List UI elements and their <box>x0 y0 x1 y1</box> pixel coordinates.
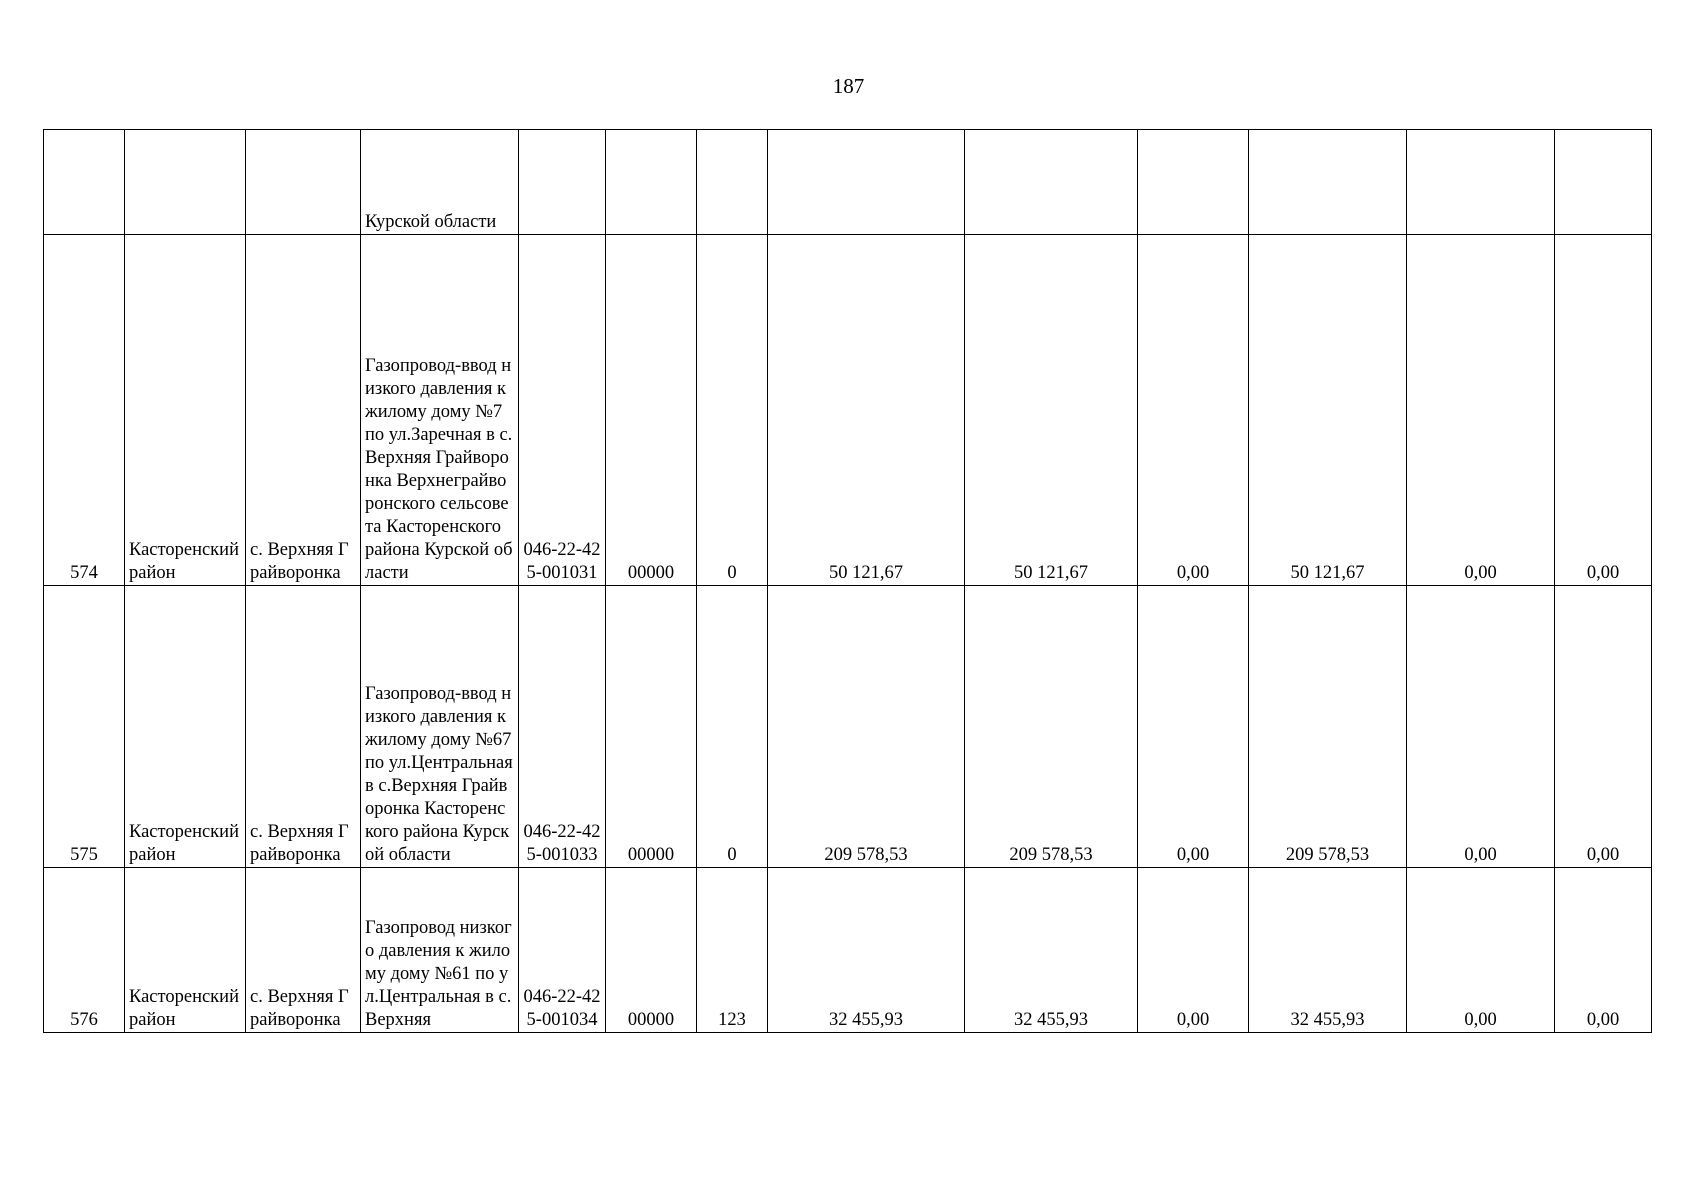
cell-value-6 <box>1555 130 1652 235</box>
cell-value-6: 0,00 <box>1555 868 1652 1033</box>
cell-settlement <box>246 130 361 235</box>
cell-district <box>125 130 246 235</box>
cell-value-5: 0,00 <box>1407 235 1555 586</box>
cell-value-3: 0,00 <box>1138 586 1249 868</box>
cell-length: 123 <box>697 868 768 1033</box>
cell-value-4: 50 121,67 <box>1249 235 1407 586</box>
cell-value-2: 32 455,93 <box>965 868 1138 1033</box>
cell-value-1 <box>768 130 965 235</box>
registry-table <box>43 129 1652 1033</box>
cell-value-6: 0,00 <box>1555 586 1652 868</box>
cell-value-4 <box>1249 130 1407 235</box>
cell-value-3: 0,00 <box>1138 868 1249 1033</box>
cell-code <box>519 130 606 235</box>
cell-value-5: 0,00 <box>1407 586 1555 868</box>
cell-value-1: 32 455,93 <box>768 868 965 1033</box>
cell-length: 0 <box>697 235 768 586</box>
cell-value-6: 0,00 <box>1555 235 1652 586</box>
cell-value-3: 0,00 <box>1138 235 1249 586</box>
cell-district: Касторенский район <box>125 868 246 1033</box>
cell-value-2 <box>965 130 1138 235</box>
page-number: 187 <box>832 74 865 98</box>
cell-settlement: с. Верхняя Грайворонка <box>246 235 361 586</box>
cell-value-2: 50 121,67 <box>965 235 1138 586</box>
cell-code: 046-22-425-001031 <box>519 235 606 586</box>
cell-description: Курской области <box>361 130 519 235</box>
cell-description: Газопровод-ввод низкого давления к жилому дому №67 по ул.Центральная в с.Верхняя Грайворонка Касторенского района Курской области <box>361 586 519 868</box>
cell-value-1: 50 121,67 <box>768 235 965 586</box>
cell-code2: 00000 <box>606 868 697 1033</box>
cell-length <box>697 130 768 235</box>
cell-district: Касторенский район <box>125 235 246 586</box>
table-row-continuation <box>44 130 1652 235</box>
cell-code: 046-22-425-001034 <box>519 868 606 1033</box>
cell-district: Касторенский район <box>125 586 246 868</box>
cell-code2: 00000 <box>606 235 697 586</box>
cell-value-4: 32 455,93 <box>1249 868 1407 1033</box>
cell-value-5 <box>1407 130 1555 235</box>
cell-length: 0 <box>697 586 768 868</box>
cell-value-5: 0,00 <box>1407 868 1555 1033</box>
cell-code2 <box>606 130 697 235</box>
cell-code: 046-22-425-001033 <box>519 586 606 868</box>
cell-settlement: с. Верхняя Грайворонка <box>246 586 361 868</box>
cell-value-1: 209 578,53 <box>768 586 965 868</box>
cell-description: Газопровод низкого давления к жилому дому №61 по ул.Центральная в с.Верхняя <box>361 868 519 1033</box>
cell-settlement: с. Верхняя Грайворонка <box>246 868 361 1033</box>
cell-num: 575 <box>44 586 125 868</box>
cell-num: 574 <box>44 235 125 586</box>
cell-value-3 <box>1138 130 1249 235</box>
cell-value-4: 209 578,53 <box>1249 586 1407 868</box>
table-row <box>44 586 1652 868</box>
cell-num <box>44 130 125 235</box>
table-row <box>44 868 1652 1033</box>
cell-num: 576 <box>44 868 125 1033</box>
cell-code2: 00000 <box>606 586 697 868</box>
cell-description: Газопровод-ввод низкого давления к жилому дому №7 по ул.Заречная в с.Верхняя Грайворонка Верхнеграйворонского сельсовета Касторенского района Курской области <box>361 235 519 586</box>
cell-value-2: 209 578,53 <box>965 586 1138 868</box>
table-row <box>44 235 1652 586</box>
